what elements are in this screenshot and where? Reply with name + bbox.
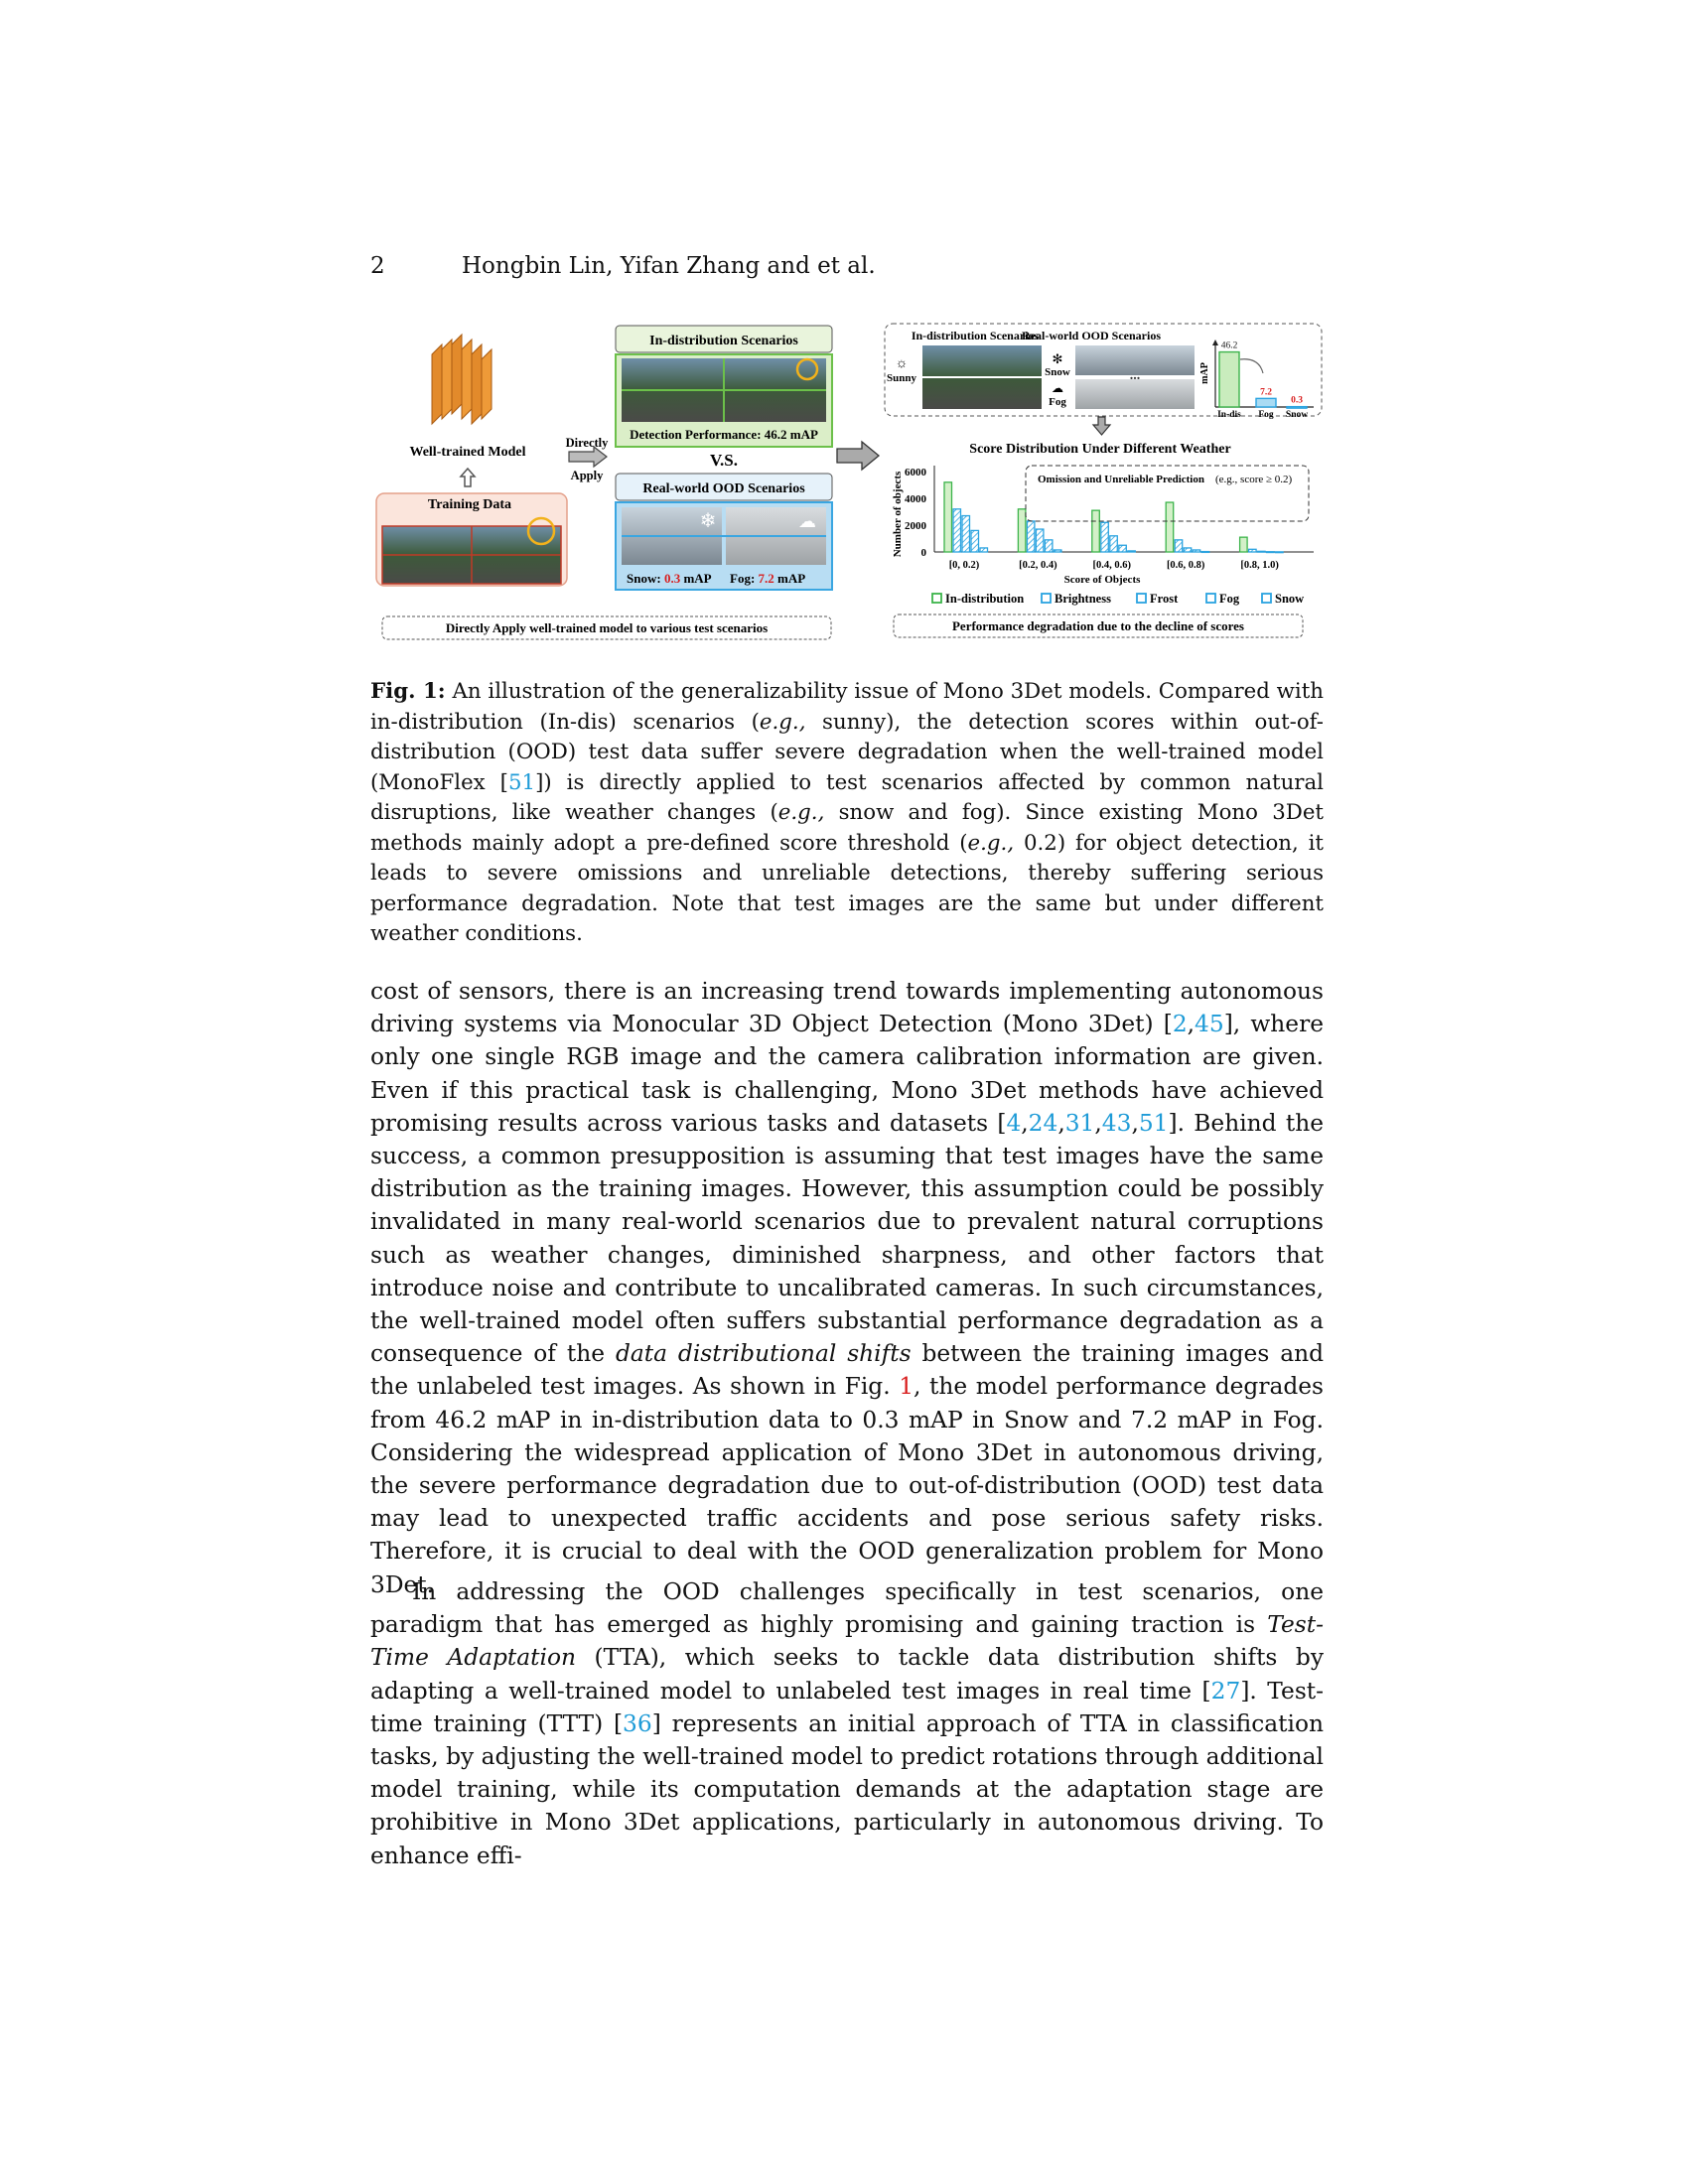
omission-note: Omission and Unreliable Prediction xyxy=(1038,474,1204,485)
mini-bar-category-label: In-dis xyxy=(1217,410,1241,420)
x-tick-label: [0.2, 0.4) xyxy=(1019,560,1057,571)
up-arrow-icon xyxy=(461,469,475,486)
caption-text: snow and fog). Since existing Mono 3Det methods mainly adopt a pre-defined score threshold ( xyxy=(370,800,1324,856)
bar-fog xyxy=(1193,550,1200,552)
right-banner-text: Performance degradation due to the decline of scores xyxy=(951,618,1245,633)
para-text: , xyxy=(1187,1011,1196,1038)
y-tick-label: 6000 xyxy=(905,467,926,478)
ood-title: Real-world OOD Scenarios xyxy=(642,481,805,496)
para-text: , the model performance degrades from 46.2 mAP in in-distribution data to 0.3 mAP in Snow and 7.2 mAP in Fog. Considering the widespread application of Mono 3Det in autonomous driving, the severe performance degradation due to out-of-distribution (OOD) test data may lead to unexpected traffic accidents and pose serious safety risks. Therefore, it is crucial to deal with the OOD generalization problem for Mono 3Det. xyxy=(370,1373,1325,1598)
bar-snow xyxy=(980,548,988,552)
para-text: cost of sensors, there is an increasing trend towards implementing autonomous driving systems via Monocular 3D Object Detection (Mono 3Det) [ xyxy=(370,978,1324,1038)
bar-in-distribution xyxy=(1166,502,1174,552)
mini-bar-category-label: Snow xyxy=(1285,410,1309,420)
bar-brightness xyxy=(1175,540,1183,552)
bar-snow xyxy=(1054,550,1061,552)
top-in-dist-label: In-distribution Scenarios xyxy=(911,329,1040,342)
citation-link[interactable]: 43 xyxy=(1101,1109,1132,1137)
ood-fog-result: Fog: 7.2 mAP xyxy=(730,571,806,586)
legend-label: Frost xyxy=(1150,592,1179,606)
arrow-label-directly: Directly xyxy=(565,436,609,450)
top-dots: ... xyxy=(1129,368,1141,383)
page-number: 2 xyxy=(370,253,385,279)
bar-snow xyxy=(1276,552,1284,553)
y-tick-label: 0 xyxy=(920,547,926,559)
fog-cloud-icon: ☁ xyxy=(1052,381,1063,395)
bar-fog xyxy=(1119,545,1127,552)
paragraph-1 xyxy=(370,975,1324,1601)
bar-brightness xyxy=(1027,521,1035,552)
middle-arrow-icon xyxy=(837,442,879,470)
mini-bar-value-label: 0.3 xyxy=(1291,395,1303,406)
bar-frost xyxy=(1036,529,1044,552)
citation-link[interactable]: 51 xyxy=(1138,1109,1169,1137)
citation-link[interactable]: 31 xyxy=(1064,1109,1095,1137)
omission-note-suffix: (e.g., score ≥ 0.2) xyxy=(1215,474,1293,485)
legend-label: Snow xyxy=(1275,592,1305,606)
y-axis-label: Number of objects xyxy=(892,471,904,558)
x-tick-label: [0.8, 1.0) xyxy=(1240,560,1279,571)
bar-snow xyxy=(1128,551,1136,552)
apply-arrow-icon xyxy=(569,447,607,467)
para-italic: data distributional shifts xyxy=(615,1340,912,1368)
bar-frost xyxy=(1110,536,1118,552)
figure-caption xyxy=(370,677,1324,950)
legend-swatch xyxy=(1206,594,1215,603)
snow-label: Snow xyxy=(1045,366,1070,378)
bar-fog xyxy=(1267,552,1275,553)
citation-link[interactable]: 2 xyxy=(1172,1011,1188,1038)
legend-label: Fog xyxy=(1219,592,1240,606)
bar-fog xyxy=(971,530,979,552)
mini-bar xyxy=(1219,352,1239,407)
bar-in-distribution xyxy=(944,482,952,552)
vs-label: V.S. xyxy=(709,451,739,470)
caption-text: sunny), the detection scores within out-of-distribution (OOD) test data suffer severe degradation when the well-trained model (MonoFlex [ xyxy=(370,709,1324,795)
paragraph-2 xyxy=(370,1575,1324,1872)
citation-link[interactable]: 51 xyxy=(507,769,536,795)
left-banner-text: Directly Apply well-trained model to various test scenarios xyxy=(445,620,769,635)
bar-frost xyxy=(1184,548,1192,552)
chart-legend xyxy=(932,592,1304,606)
x-axis-label: Score of Objects xyxy=(1063,574,1141,586)
legend-swatch xyxy=(1137,594,1146,603)
mini-bar-category-label: Fog xyxy=(1258,410,1274,420)
training-data-label: Training Data xyxy=(427,497,512,512)
para-text: , xyxy=(1094,1109,1102,1137)
para-text: , xyxy=(1057,1109,1065,1137)
x-tick-label: [0.6, 0.8) xyxy=(1166,560,1205,571)
bar-frost xyxy=(1258,551,1266,552)
bar-in-distribution xyxy=(1092,510,1100,552)
para-text: ] represents an initial approach of TTA in classification tasks, by adjusting the well-trained model to predict rotations through additional model training, while its computation demands at the adaptation stage are prohibitive in Mono 3Det applications, particularly in autonomous driving. To enhance effi- xyxy=(370,1709,1325,1869)
para-text: ]. Behind the success, a common presupposition is assuming that test images have the same distribution as the training images. However, this assumption could be possibly invalidated in many real-world scenarios due to prevalent natural corruptions such as weather changes, diminished sharpness, and other factors that introduce noise and contribute to uncalibrated cameras. In such circumstances, the well-trained model often suffers substantial performance degradation as a consequence of the xyxy=(370,1109,1324,1368)
caption-text: ]) is directly applied to test scenarios affected by common natural disruptions, like weather changes ( xyxy=(370,769,1324,825)
caption-text: An illustration of the generalizability issue of Mono 3Det models. Compared with in-distribution (In-dis) scenarios ( xyxy=(370,679,1324,735)
y-tick-label: 4000 xyxy=(905,493,926,505)
bar-brightness xyxy=(1101,522,1109,552)
mini-bar-value-label: 7.2 xyxy=(1260,387,1272,398)
running-authors: Hongbin Lin, Yifan Zhang and et al. xyxy=(462,253,876,279)
bar-fog xyxy=(1045,540,1053,552)
citation-link[interactable]: 36 xyxy=(623,1709,652,1737)
para-italic: Test-Time Adaptation xyxy=(370,1611,1324,1672)
x-tick-label: [0.4, 0.6) xyxy=(1092,560,1132,571)
ood-snow-result: Snow: 0.3 mAP xyxy=(627,571,712,586)
legend-swatch xyxy=(1262,594,1271,603)
bar-in-distribution xyxy=(1018,509,1026,552)
top-fog-image xyxy=(1075,379,1195,409)
chart-title: Score Distribution Under Different Weather xyxy=(969,442,1231,457)
detection-performance: Detection Performance: 46.2 mAP xyxy=(630,427,818,442)
caption-text: 0.2) for object detection, it leads to severe omissions and unreliable detections, thereby suffering serious performance degradation. Note that test images are the same but under different weather conditions. xyxy=(370,830,1324,946)
snowflake-icon: ❄ xyxy=(699,510,717,532)
down-arrow-icon xyxy=(1093,417,1110,435)
x-tick-label: [0, 0.2) xyxy=(948,560,980,571)
fog-label: Fog xyxy=(1049,396,1066,408)
citation-link[interactable]: 45 xyxy=(1195,1011,1224,1038)
snow-icon: ✻ xyxy=(1052,351,1063,366)
para-text: , xyxy=(1131,1109,1139,1137)
para-text: ]. Test-time training (TTT) [ xyxy=(370,1677,1325,1737)
in-dist-title: In-distribution Scenarios xyxy=(649,334,798,348)
arrow-label-apply: Apply xyxy=(570,469,604,482)
para-text: ], where only one single RGB image and the camera calibration information are given. Even if this practical task is challenging, Mono 3Det methods have achieved promising results across various tasks and datasets [ xyxy=(370,1011,1324,1137)
para-text: In addressing the OOD challenges specifically in test scenarios, one paradigm that has emerged as highly promising and gaining traction is xyxy=(370,1578,1324,1639)
caption-label: Fig. 1: xyxy=(370,679,446,704)
legend-swatch xyxy=(1042,594,1051,603)
sunny-icon: ☼ xyxy=(895,356,909,371)
bar-frost xyxy=(962,516,970,552)
model-label: Well-trained Model xyxy=(409,445,526,460)
model-stack-icon xyxy=(432,335,492,424)
para-text: , xyxy=(1021,1109,1029,1137)
para-text: (TTA), which seeks to tackle data distribution shifts by adapting a well-trained model to unlabeled test images in real time [ xyxy=(370,1644,1324,1705)
bar-in-distribution xyxy=(1240,537,1248,552)
top-ood-label: Real-world OOD Scenarios xyxy=(1022,329,1161,342)
fog-icon: ☁ xyxy=(798,511,816,531)
para-text: between the training images and the unlabeled test images. As shown in Fig. xyxy=(370,1340,1324,1401)
y-tick-label: 2000 xyxy=(905,520,926,532)
citation-link[interactable]: 4 xyxy=(1006,1109,1022,1137)
mini-bar xyxy=(1256,398,1276,407)
legend-label: Brightness xyxy=(1055,592,1111,606)
mini-bar xyxy=(1287,407,1307,409)
mini-bar-ylabel: mAP xyxy=(1199,362,1210,384)
bar-brightness xyxy=(953,509,961,552)
bar-brightness xyxy=(1249,549,1257,552)
citation-link[interactable]: 27 xyxy=(1210,1677,1241,1705)
bar-snow xyxy=(1201,552,1209,553)
figure-1-graphic xyxy=(370,320,1324,647)
caption-eg: e.g., xyxy=(759,709,806,735)
citation-link[interactable]: 24 xyxy=(1028,1109,1058,1137)
figure-ref-link[interactable]: 1 xyxy=(899,1373,914,1401)
figure-1 xyxy=(370,320,1324,647)
caption-eg: e.g., xyxy=(777,800,825,825)
caption-eg: e.g., xyxy=(967,830,1015,856)
legend-swatch xyxy=(932,594,941,603)
legend-label: In-distribution xyxy=(945,592,1025,606)
sunny-label: Sunny xyxy=(887,372,916,384)
mini-bar-value-label: 46.2 xyxy=(1220,341,1238,351)
